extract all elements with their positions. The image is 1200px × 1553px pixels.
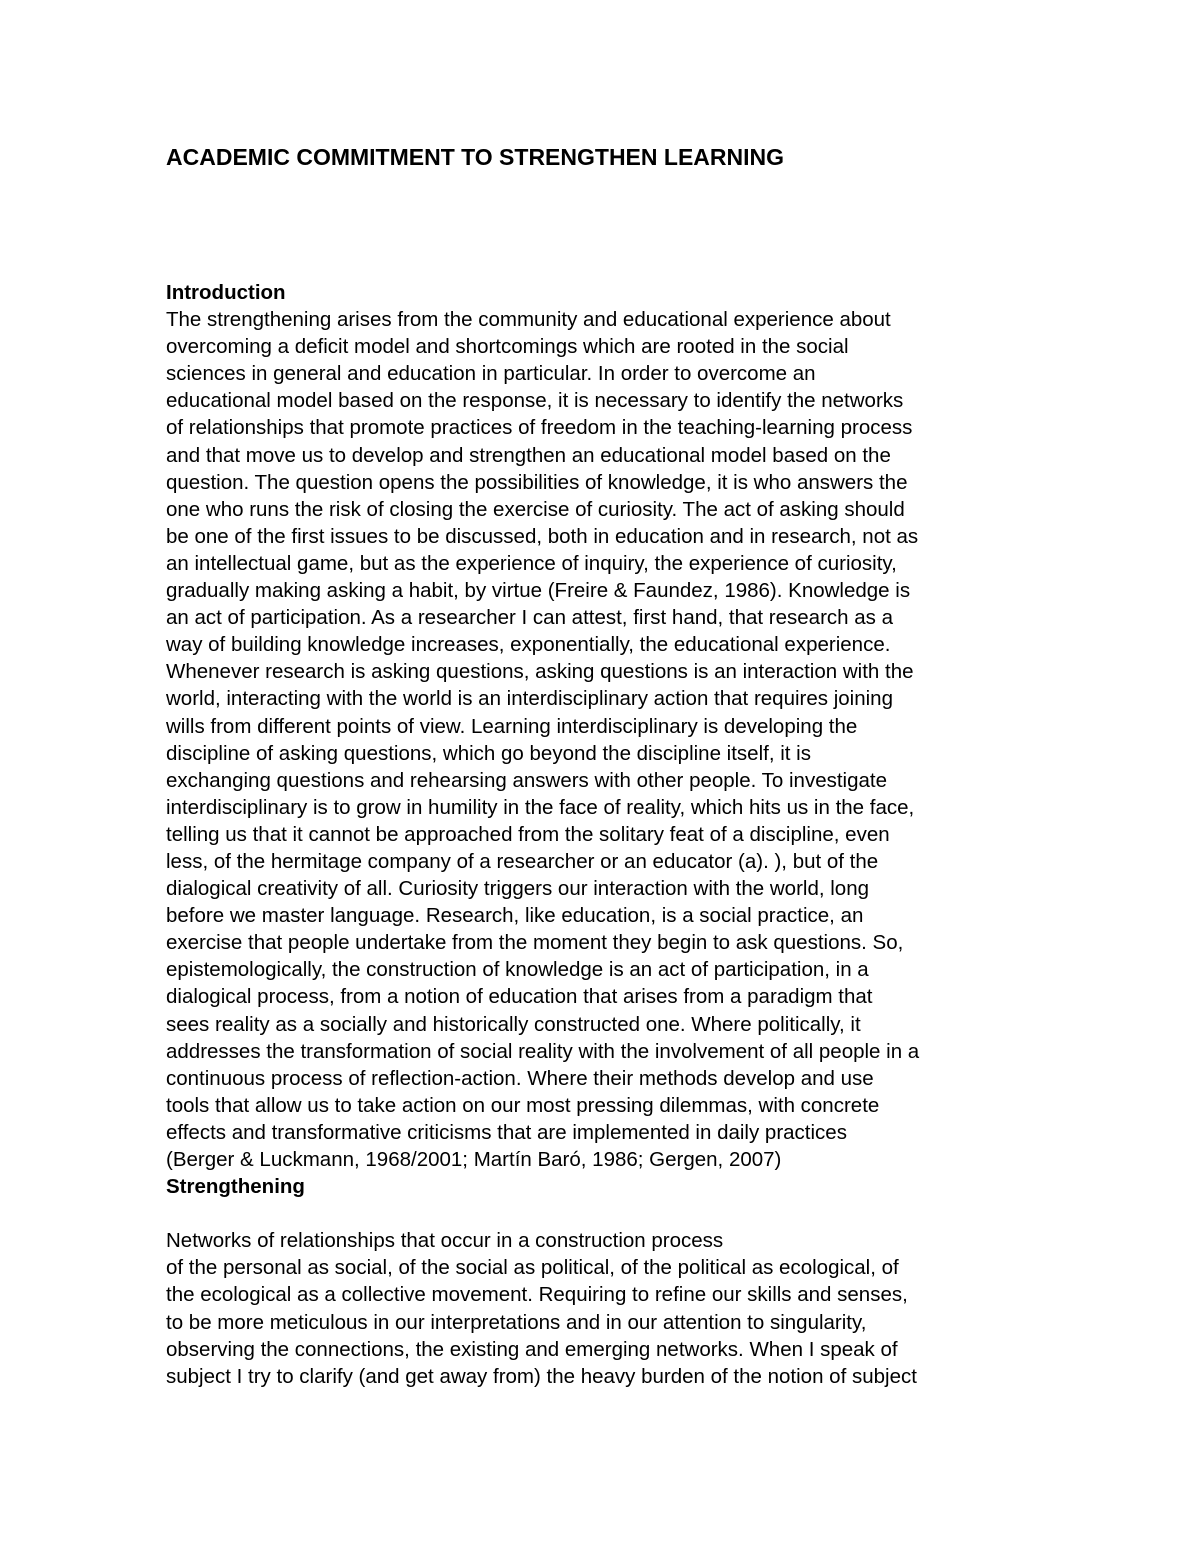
text-line: sciences in general and education in particular. In order to overcome an (166, 362, 816, 386)
text-line: subject I try to clarify (and get away from) the heavy burden of the notion of subject (166, 1364, 917, 1388)
text-line: world, interacting with the world is an interdisciplinary action that requires joining (166, 687, 893, 711)
text-line: question. The question opens the possibilities of knowledge, it is who answers the (166, 470, 908, 494)
text-line: of the personal as social, of the social as political, of the political as ecological, of (166, 1256, 899, 1280)
text-line: the ecological as a collective movement. Requiring to refine our skills and senses, (166, 1283, 908, 1307)
text-line: exchanging questions and rehearsing answers with other people. To investigate (166, 768, 888, 792)
introduction-paragraph (166, 306, 1046, 1173)
text-line: discipline of asking questions, which go beyond the discipline itself, it is (166, 741, 811, 765)
section-heading-strengthening: Strengthening (166, 1175, 305, 1199)
text-line: to be more meticulous in our interpretations and in our attention to singularity, (166, 1310, 867, 1334)
text-line: sees reality as a socially and historically constructed one. Where politically, it (166, 1012, 861, 1036)
text-line: an intellectual game, but as the experience of inquiry, the experience of curiosity, (166, 551, 897, 575)
text-line: and that move us to develop and strengthen an educational model based on the (166, 443, 891, 467)
text-line: less, of the hermitage company of a researcher or an educator (a). ), but of the (166, 849, 879, 873)
text-line: an act of participation. As a researcher I can attest, first hand, that research as a (166, 606, 893, 630)
section-heading-introduction: Introduction (166, 281, 286, 304)
text-line: before we master language. Research, like education, is a social practice, an (166, 904, 864, 928)
text-line: Networks of relationships that occur in a construction process (166, 1229, 724, 1253)
text-line: effects and transformative criticisms that are implemented in daily practices (166, 1120, 847, 1144)
text-line: educational model based on the response, it is necessary to identify the networks (166, 389, 904, 413)
text-line: Whenever research is asking questions, asking questions is an interaction with the (166, 660, 914, 684)
text-line: way of building knowledge increases, exponentially, the educational experience. (166, 633, 891, 657)
text-line: dialogical process, from a notion of education that arises from a paradigm that (166, 985, 873, 1009)
text-line: The strengthening arises from the community and educational experience about (166, 308, 891, 332)
text-line: (Berger & Luckmann, 1968/2001; Martín Baró, 1986; Gergen, 2007) (166, 1148, 782, 1171)
text-line: exercise that people undertake from the moment they begin to ask questions. So, (166, 931, 904, 955)
text-line: wills from different points of view. Learning interdisciplinary is developing the (166, 714, 858, 738)
text-line: addresses the transformation of social reality with the involvement of all people in a (166, 1039, 920, 1063)
text-line: overcoming a deficit model and shortcomings which are rooted in the social (166, 335, 849, 359)
text-line: interdisciplinary is to grow in humility in the face of reality, which hits us in the face, (166, 795, 915, 819)
text-line: epistemologically, the construction of knowledge is an act of participation, in a (166, 958, 869, 982)
text-line: be one of the first issues to be discussed, both in education and in research, not as (166, 524, 919, 548)
text-line: one who runs the risk of closing the exercise of curiosity. The act of asking should (166, 497, 905, 521)
text-line: gradually making asking a habit, by virtue (Freire & Faundez, 1986). Knowledge is (166, 579, 911, 603)
document-body (166, 279, 1046, 1390)
text-line: telling us that it cannot be approached from the solitary feat of a discipline, even (166, 822, 890, 846)
text-line: dialogical creativity of all. Curiosity triggers our interaction with the world, long (166, 877, 870, 901)
text-line: continuous process of reflection-action. Where their methods develop and use (166, 1066, 874, 1090)
blank-line (166, 1200, 1046, 1227)
strengthening-paragraph (166, 1227, 1046, 1390)
document-title: ACADEMIC COMMITMENT TO STRENGTHEN LEARNING (166, 144, 785, 170)
text-line: of relationships that promote practices of freedom in the teaching-learning process (166, 416, 913, 440)
text-line: tools that allow us to take action on our most pressing dilemmas, with concrete (166, 1093, 880, 1117)
text-line: observing the connections, the existing and emerging networks. When I speak of (166, 1337, 898, 1361)
